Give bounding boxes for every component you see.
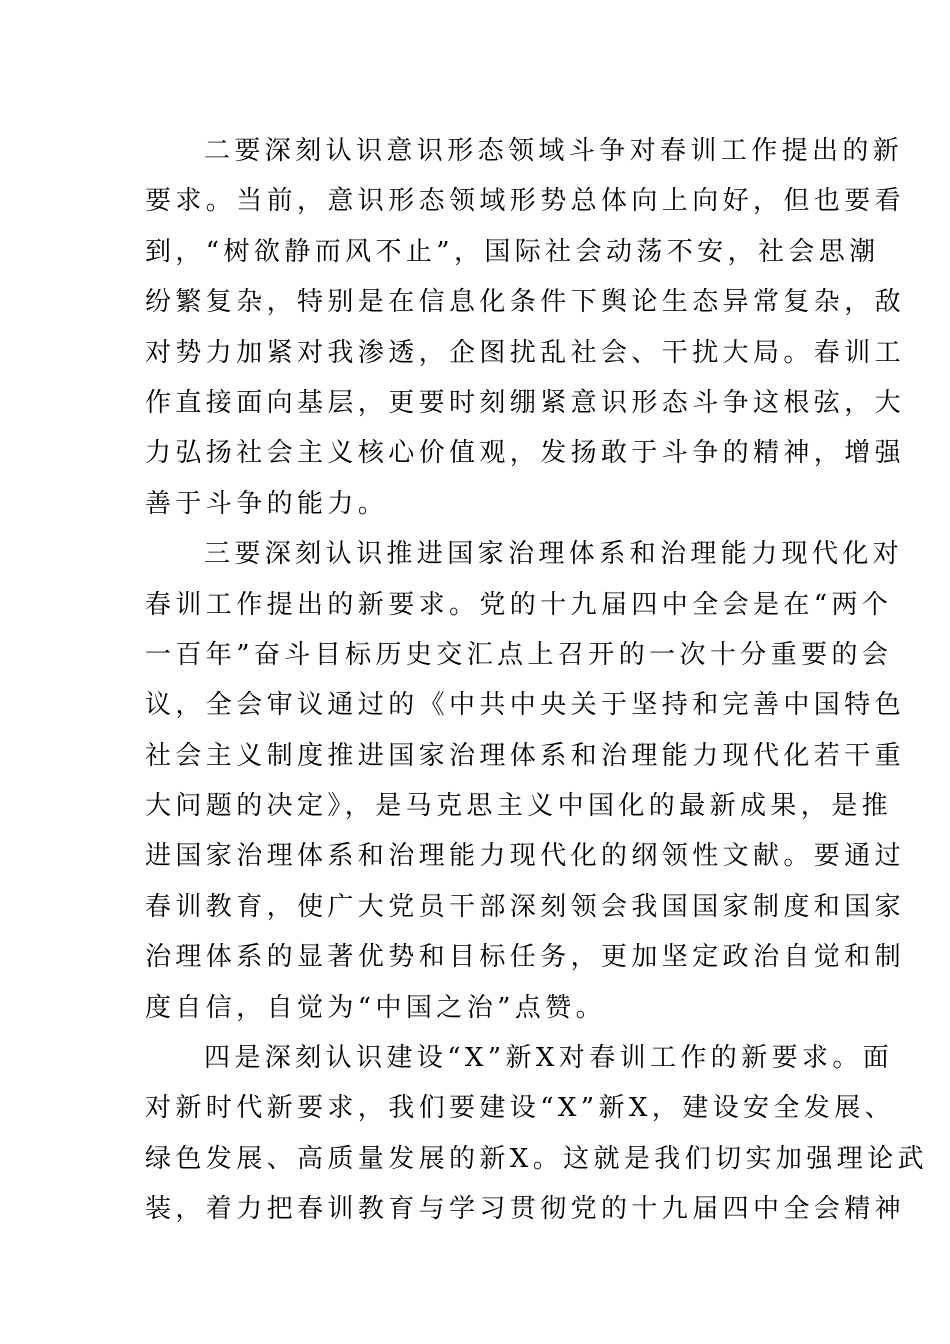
text-line: 治理体系的显著优势和目标任务，更加坚定政治自觉和制 bbox=[145, 942, 906, 973]
text-line: 二要深刻认识意识形态领域斗争对春训工作提出的新 bbox=[204, 136, 904, 166]
document-body bbox=[145, 126, 928, 1235]
text-line: 力弘扬社会主义核心价值观，发扬敢于斗争的精神，增强 bbox=[145, 438, 906, 469]
text-line: 对势力加紧对我渗透，企图扰乱社会、干扰大局。春训工 bbox=[145, 337, 906, 368]
text-line: 大问题的决定》，是马克思主义中国化的最新成果，是推 bbox=[145, 791, 893, 822]
text-line: 到，“树欲静而风不止”，国际社会动荡不安，社会思潮 bbox=[145, 236, 880, 267]
text-line: 一百年”奋斗目标历史交汇点上召开的一次十分重要的会 bbox=[145, 639, 893, 670]
paragraph-3 bbox=[145, 529, 906, 1033]
text-line: 对新时代新要求，我们要建设“X”新X，建设安全发展、 bbox=[145, 1093, 896, 1124]
paragraph-4 bbox=[145, 1033, 928, 1235]
text-line: 度自信，自觉为“中国之治”点赞。 bbox=[145, 992, 606, 1023]
text-line: 善于斗争的能力。 bbox=[145, 488, 389, 519]
text-line: 作直接面向基层，更要时刻绷紧意识形态斗争这根弦，大 bbox=[145, 387, 906, 418]
paragraph-2 bbox=[145, 126, 906, 529]
text-line: 绿色发展、高质量发展的新X。这就是我们切实加强理论武 bbox=[145, 1143, 928, 1174]
text-line: 春训工作提出的新要求。党的十九届四中全会是在“两个 bbox=[145, 589, 893, 620]
text-line: 要求。当前，意识形态领域形势总体向上向好，但也要看 bbox=[145, 186, 906, 217]
text-line: 三要深刻认识推进国家治理体系和治理能力现代化对 bbox=[204, 539, 904, 570]
text-line: 进国家治理体系和治理能力现代化的纲领性文献。要通过 bbox=[145, 841, 906, 872]
text-line: 四是深刻认识建设“X”新X对春训工作的新要求。面 bbox=[204, 1043, 894, 1074]
text-line: 议，全会审议通过的《中共中央关于坚持和完善中国特色 bbox=[145, 690, 906, 721]
text-line: 春训教育，使广大党员干部深刻领会我国国家制度和国家 bbox=[145, 891, 906, 922]
text-line: 纷繁复杂，特别是在信息化条件下舆论生态异常复杂，敌 bbox=[145, 287, 906, 318]
text-line: 社会主义制度推进国家治理体系和治理能力现代化若干重 bbox=[145, 740, 906, 771]
text-line: 装，着力把春训教育与学习贯彻党的十九届四中全会精神 bbox=[145, 1194, 906, 1225]
